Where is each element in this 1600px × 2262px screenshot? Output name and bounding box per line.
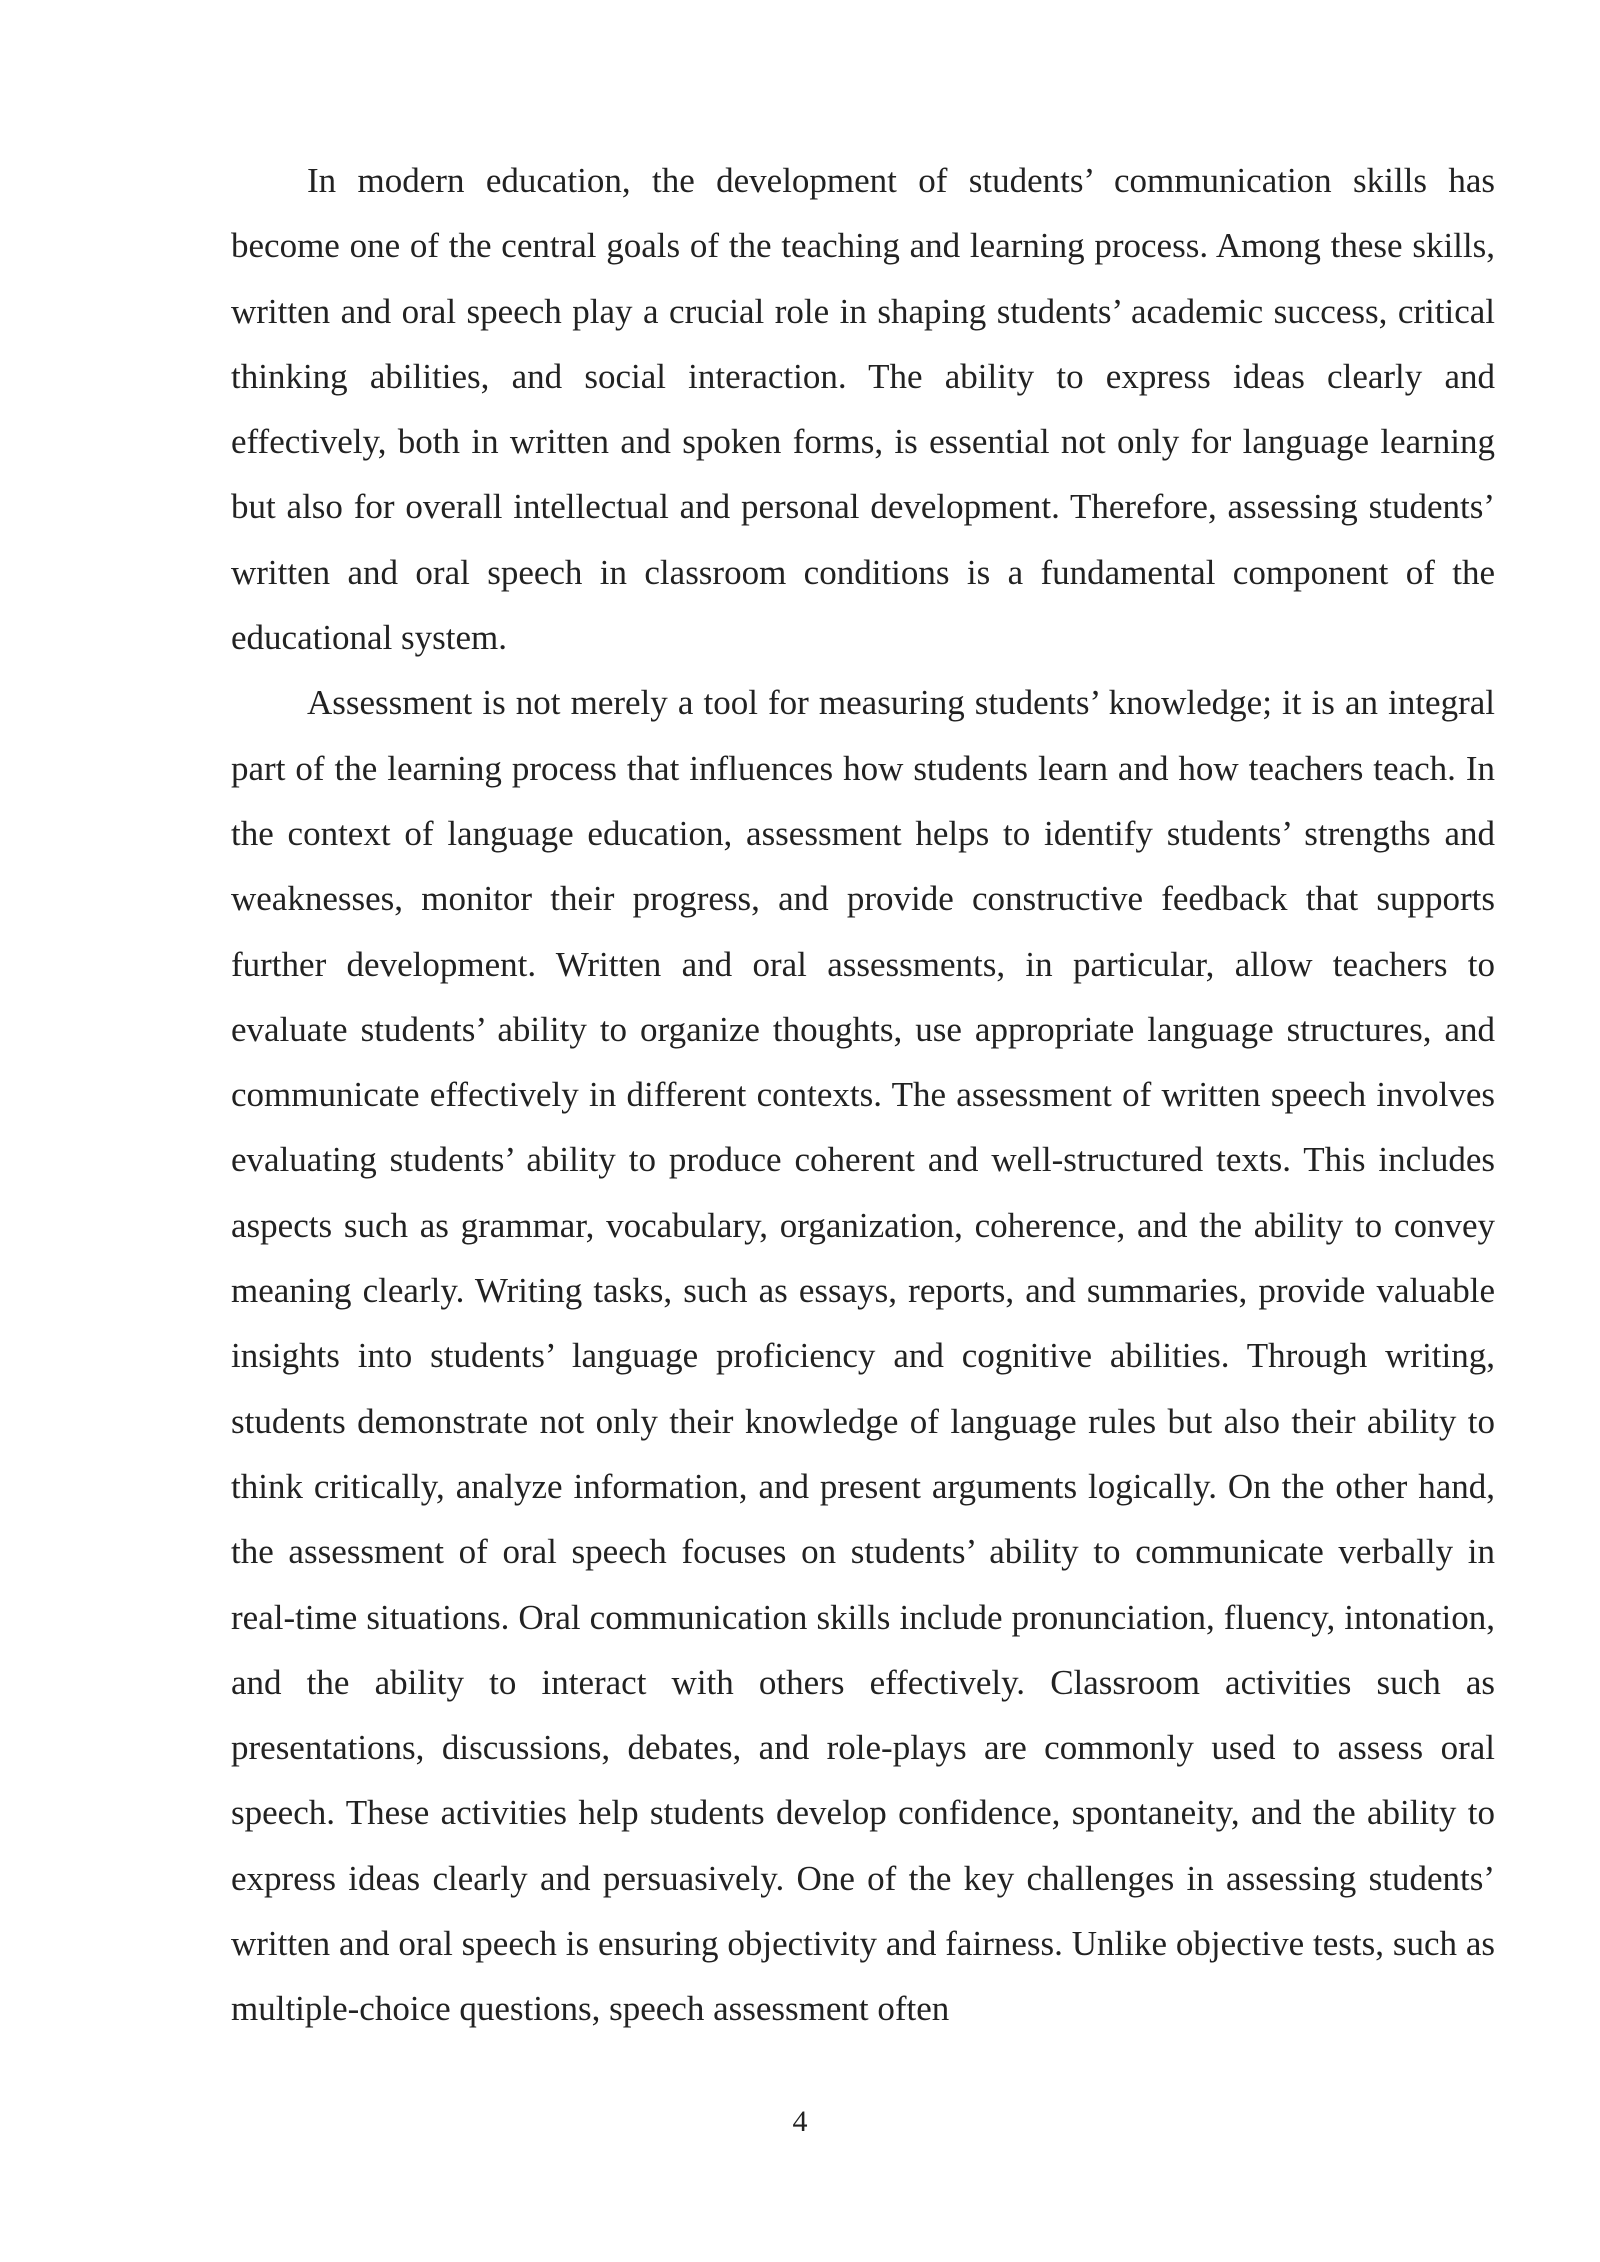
paragraph-2: Assessment is not merely a tool for measuring students’ knowledge; it is an integral part of the learning process that influences how students learn and how teachers teach. In the context of language education, assessment helps to identify students’ strengths and weaknesses, monitor their progress, and provide constructive feedback that supports further development. Written and oral assessments, in particular, allow teachers to evaluate students’ ability to organize thoughts, use appropriate language structures, and communicate effectively in different contexts. The assessment of written speech involves evaluating students’ ability to produce coherent and well-structured texts. This includes aspects such as grammar, vocabulary, organization, coherence, and the ability to convey meaning clearly. Writing tasks, such as essays, reports, and summaries, provide valuable insights into students’ language proficiency and cognitive abilities. Through writing, students demonstrate not only their knowledge of language rules but also their ability to think critically, analyze information, and present arguments logically. On the other hand, the assessment of oral speech focuses on students’ ability to communicate verbally in real-time situations. Oral communication skills include pronunciation, fluency, intonation, and the ability to interact with others effectively. Classroom activities such as presentations, discussions, debates, and role-plays are commonly used to assess oral speech. These activities help students develop confidence, spontaneity, and the ability to express ideas clearly and persuasively. One of the key challenges in assessing students’ written and oral speech is ensuring objectivity and fairness. Unlike objective tests, such as multiple-choice questions, speech assessment often	[231, 683, 1495, 2029]
body-text	[231, 148, 1495, 2042]
paragraph-1: In modern education, the development of students’ communication skills has become one of the central goals of the teaching and learning process. Among these skills, written and oral speech play a crucial role in shaping students’ academic success, critical thinking abilities, and social interaction. The ability to express ideas clearly and effectively, both in written and spoken forms, is essential not only for language learning but also for overall intellectual and personal development. Therefore, assessing students’ written and oral speech in classroom conditions is a fundamental component of the educational system.	[231, 161, 1495, 658]
page-number: 4	[792, 2105, 808, 2138]
